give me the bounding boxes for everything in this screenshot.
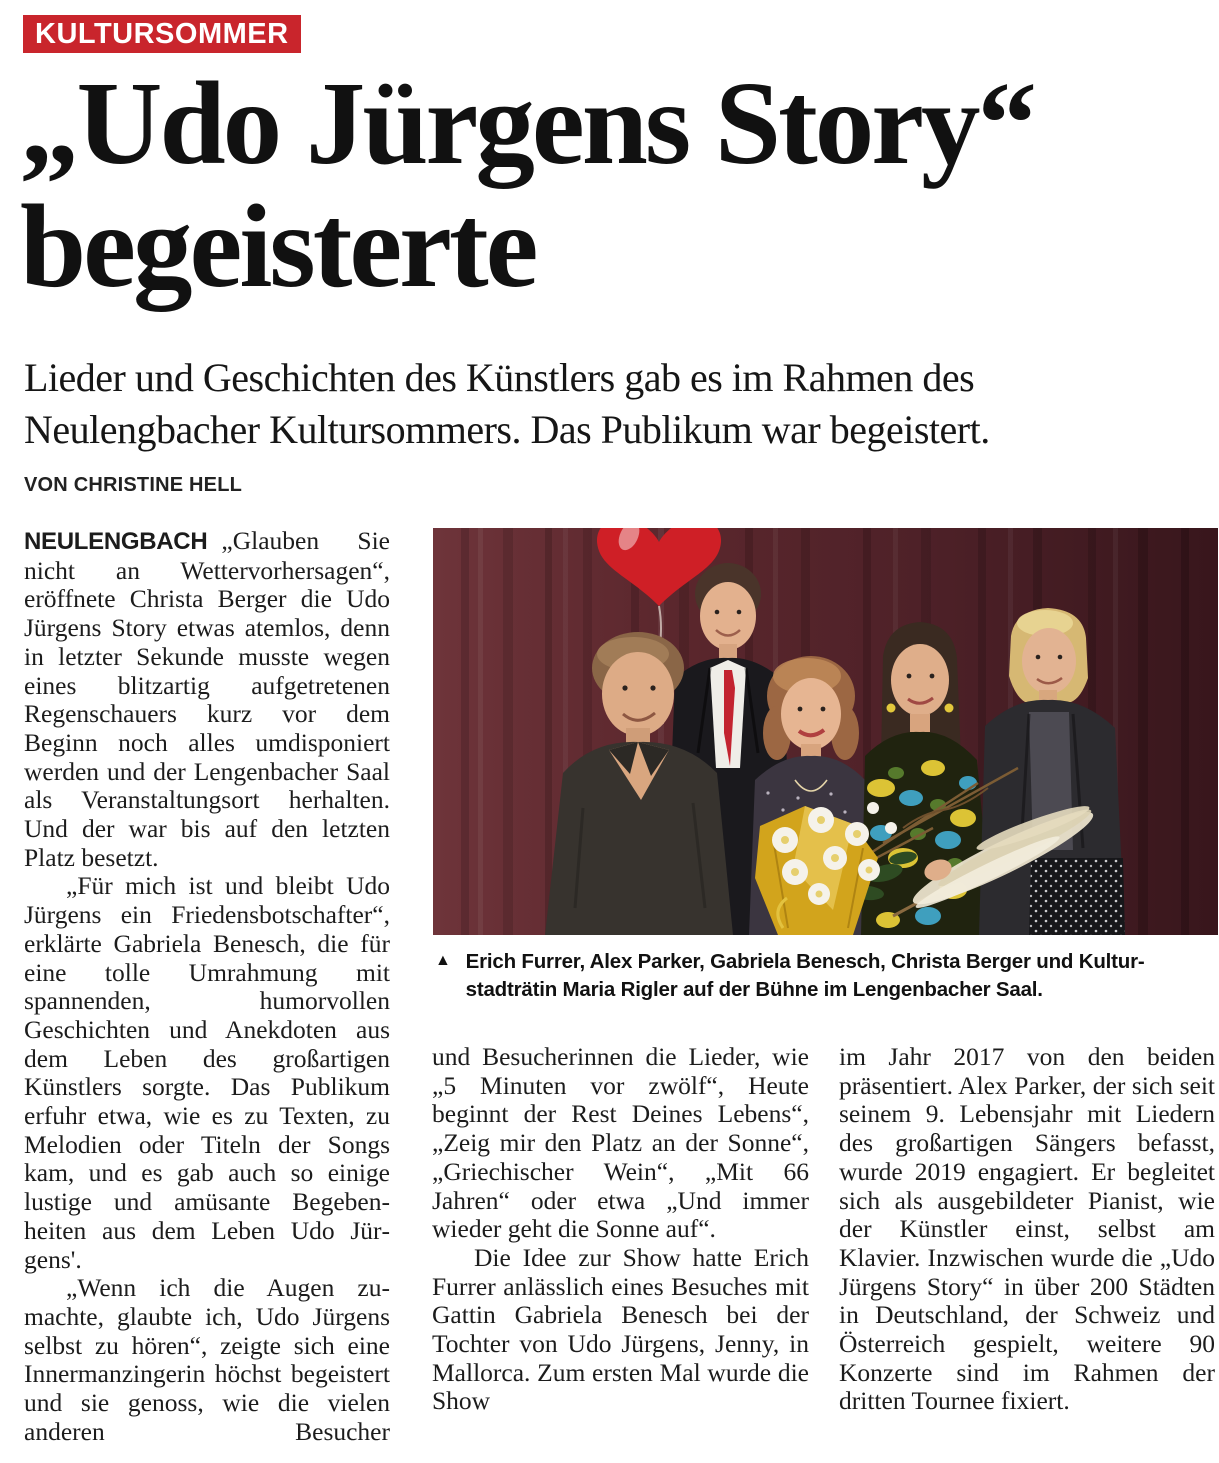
article-column-2: [432, 1043, 809, 1416]
article-paragraph: Die Idee zur Show hatte Erich Furrer anlässlich eines Besuches mit Gattin Gabriela Benesch bei der Tochter von Udo Jürgens, Jenny, in Mallorca. Zum ersten Mal wurde die Show: [432, 1242, 809, 1416]
photo-caption: [435, 948, 1217, 1004]
caption-triangle-icon: ▲: [435, 952, 451, 969]
caption-text: [466, 948, 1145, 1004]
article-paragraph: im Jahr 2017 von den beiden präsentiert. Alex Parker, der sich seit seinem 9. Lebensjahr mit Liedern des großartigen Sängers befasst, wurde 2019 engagiert. Er begleitet sich als ausgebildeter Pianist, wie der Künstler einst, selbst am Klavier. Inzwischen wurde die „Udo Jürgens Story“ in über 200 Städten in Deutschland, der Schweiz und Österreich gespielt, weitere 90 Konzerte sind im Rahmen der dritten Tournee fixiert.: [839, 1042, 1215, 1416]
stage-photo-illustration: [433, 528, 1218, 935]
article-column-1: [24, 527, 390, 1447]
byline: VON CHRISTINE HELL: [24, 474, 243, 496]
article-paragraph: „Für mich ist und bleibt Udo Jürgens ein Friedensbotschafter“, erklärte Gabriela Benesch, die für eine tolle Umrahmung mit spannenden, humorvollen Geschichten und Anekdoten aus dem Leben des großartigen Künstlers sorgte. Das Publikum erfuhr etwa, wie es zu Texten, zu Melodien oder Titeln der Songs kam, und es gab auch so einige lustige und amüsante Begebenheiten aus dem Leben Udo Jürgens'.: [24, 871, 390, 1274]
standfirst: [24, 352, 990, 456]
article-column-3: [839, 1043, 1215, 1416]
standfirst-line2: Neulengbacher Kultursommers. Das Publikum war begeistert.: [24, 407, 990, 452]
headline-line1: „Udo Jürgens Story“: [20, 57, 1035, 189]
article-photo: [433, 528, 1218, 935]
article-paragraph: NEULENGBACH „Glauben Sie nicht an Wettervorhersagen“, eröffnete Christa Berger die Udo Jürgens Story etwas atemlos, denn in letzter Sekunde musste wegen eines blitzartig aufgetretenen Regenschauers kurz vor dem Beginn noch alles umdisponiert werden und der Lengenbacher Saal als Veranstaltungsort herhalten. Und der war bis auf den letzten Platz besetzt.: [24, 526, 390, 872]
caption-line2: stadträtin Maria Rigler auf der Bühne im Lengenbacher Saal.: [465, 978, 1043, 1001]
caption-line1: Erich Furrer, Alex Parker, Gabriela Benesch, Christa Berger und Kultur-: [465, 950, 1145, 973]
kicker-badge: KULTURSOMMER: [23, 15, 301, 53]
dateline-lead: NEULENGBACH: [24, 528, 208, 555]
article-paragraph: „Wenn ich die Augen zumachte, glaubte ich, Udo Jürgens selbst zu hören“, zeigte sich eine Innermanzingerin höchst begeistert und sie genoss, wie die vielen anderen Besucher: [24, 1273, 390, 1446]
headline-line2: begeisterte: [20, 180, 536, 312]
standfirst-line1: Lieder und Geschichten des Künstlers gab es im Rahmen des: [24, 355, 975, 400]
article-paragraph: und Besucherinnen die Lieder, wie „5 Minuten vor zwölf“, Heute beginnt der Rest Deines Lebens“, „Zeig mir den Platz an der Sonne“, „Griechischer Wein“, „Mit 66 Jahren“ oder etwa „Und immer wieder geht die Sonne auf“.: [432, 1042, 809, 1244]
page-title: [20, 57, 1035, 312]
